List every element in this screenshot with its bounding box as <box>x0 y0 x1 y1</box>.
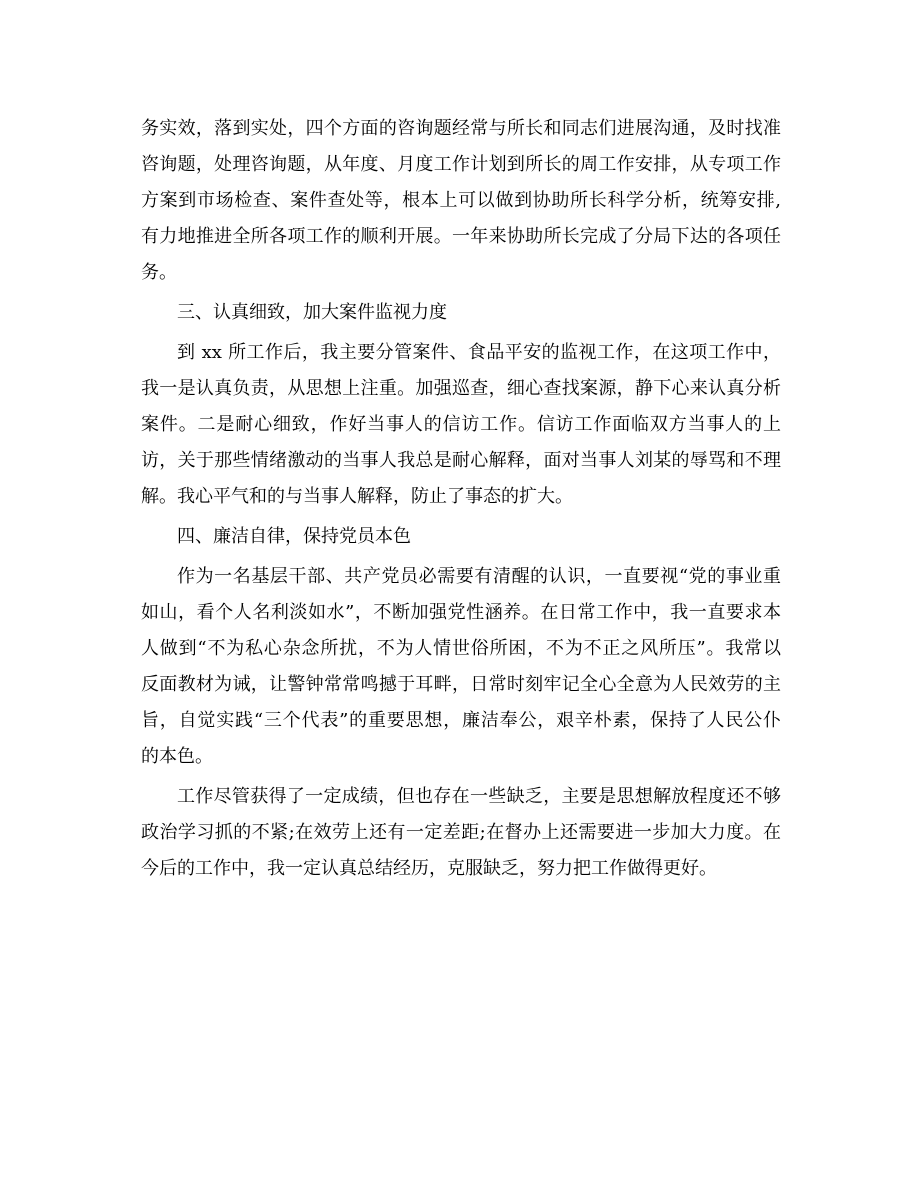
section-heading-case-supervision: 三、认真细致，加大案件监视力度 <box>177 302 447 323</box>
text-line: 作为一名基层干部、共产党员必需要有清醒的认识，一直要视“党的事业重 <box>177 566 781 587</box>
paragraph-work-implementation <box>141 111 781 291</box>
text-line: 旨，自觉实践“三个代表”的重要思想，廉洁奉公，艰辛朴素，保持了人民公仆 <box>141 710 781 731</box>
text-line: 反面教材为诫，让警钟常常鸣撼于耳畔，日常时刻牢记全心全意为人民效劳的主 <box>141 674 781 695</box>
text-line: 我一是认真负责，从思想上注重。加强巡查，细心查找案源，静下心来认真分析 <box>141 378 781 399</box>
text-line: 到 xx 所工作后，我主要分管案件、食品平安的监视工作，在这项工作中， <box>177 342 781 363</box>
document-body <box>141 111 781 887</box>
text-line: 方案到市场检查、案件查处等，根本上可以做到协助所长科学分析，统筹安排, <box>141 190 781 211</box>
text-line: 的本色。 <box>141 746 213 767</box>
text-line: 人做到“不为私心杂念所扰，不为人情世俗所困，不为不正之风所压”。我常以 <box>141 638 781 659</box>
text-line: 政治学习抓的不紧;在效劳上还有一定差距;在督办上还需要进一步加大力度。在 <box>141 822 781 843</box>
paragraph-conclusion <box>141 779 781 887</box>
text-line: 务实效，落到实处，四个方面的咨询题经常与所长和同志们进展沟通，及时找准 <box>141 118 781 139</box>
section-heading-integrity: 四、廉洁自律，保持党员本色 <box>177 526 411 547</box>
text-line: 解。我心平气和的与当事人解释，防止了事态的扩大。 <box>141 486 573 507</box>
paragraph-case-supervision <box>141 335 781 515</box>
paragraph-integrity <box>141 559 781 775</box>
text-line: 如山，看个人名利淡如水”，不断加强党性涵养。在日常工作中，我一直要求本 <box>141 602 781 623</box>
text-line: 有力地推进全所各项工作的顺利开展。一年来协助所长完成了分局下达的各项任 <box>141 226 781 247</box>
text-line: 工作尽管获得了一定成绩，但也存在一些缺乏，主要是思想解放程度还不够 <box>177 786 781 807</box>
text-line: 案件。二是耐心细致，作好当事人的信访工作。信访工作面临双方当事人的上 <box>141 414 781 435</box>
text-line: 咨询题，处理咨询题，从年度、月度工作计划到所长的周工作安排，从专项工作 <box>141 154 781 175</box>
text-line: 今后的工作中，我一定认真总结经历，克服缺乏，努力把工作做得更好。 <box>141 858 717 879</box>
text-line: 访，关于那些情绪激动的当事人我总是耐心解释，面对当事人刘某的辱骂和不理 <box>141 450 781 471</box>
text-line: 务。 <box>141 262 177 283</box>
